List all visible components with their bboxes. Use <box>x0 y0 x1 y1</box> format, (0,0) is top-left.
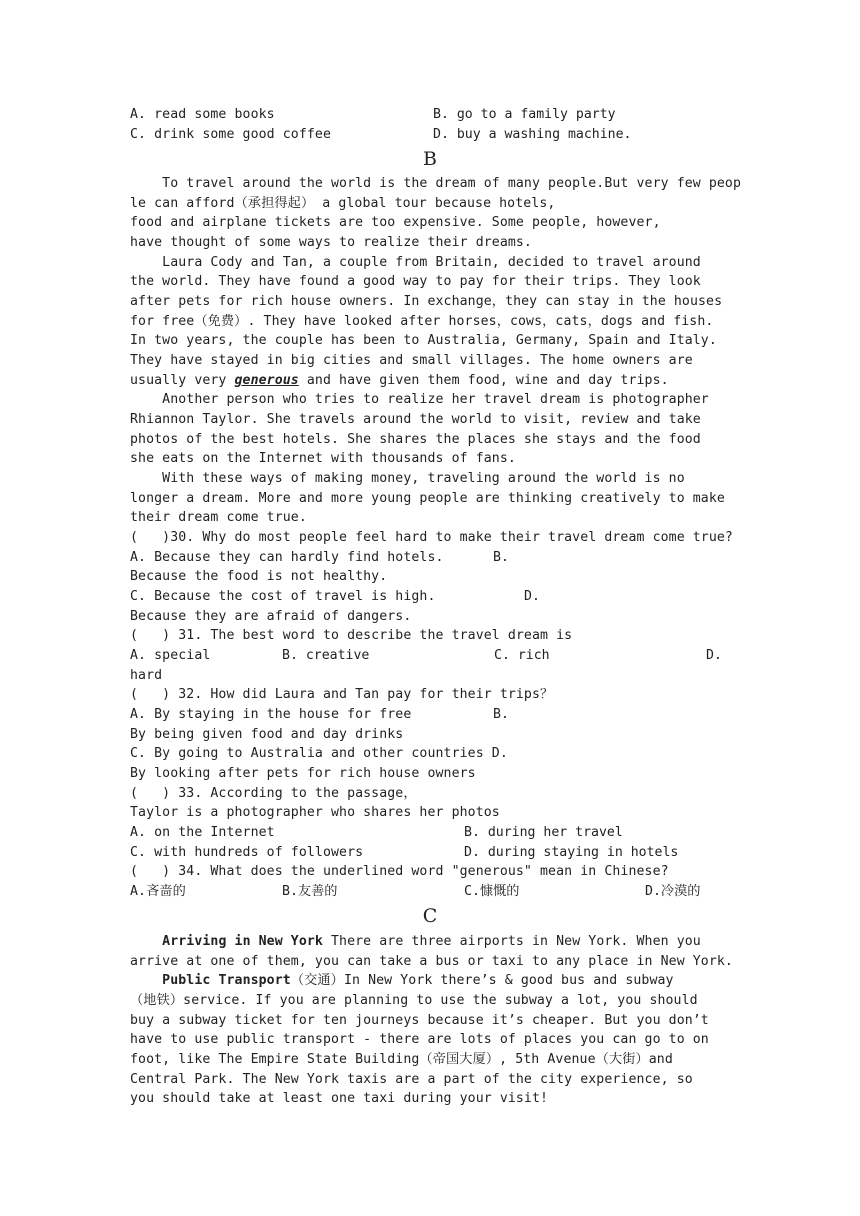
q31-option-a: A. special <box>130 648 211 663</box>
q34-option-c: C.慷慨的 <box>464 884 520 899</box>
q32-option-a: A. By staying in the house for free <box>130 707 412 722</box>
q32-option-b-label: B. <box>493 707 509 722</box>
option-a: A. read some books <box>130 107 275 122</box>
passage-line: Another person who tries to realize her travel dream is photographer <box>130 392 709 407</box>
text-run: usually very <box>130 373 235 388</box>
q32-option-d: By looking after pets for rich house owners <box>130 766 476 781</box>
question-31: ( ) 31. The best word to describe the travel dream is <box>130 628 573 643</box>
passage-line: you should take at least one taxi during your visit! <box>130 1091 549 1106</box>
passage-line: buy a subway ticket for ten journeys because it’s cheaper. But you don’t <box>130 1013 709 1028</box>
passage-line: Rhiannon Taylor. She travels around the world to visit, review and take <box>130 412 701 427</box>
q31-option-c: C. rich <box>494 648 550 663</box>
question-30: ( )30. Why do most people feel hard to make their travel dream come true? <box>130 530 733 545</box>
q33-option-d: D. during staying in hotels <box>464 845 679 860</box>
passage-line <box>130 971 674 991</box>
q34-option-b: B.友善的 <box>282 884 338 899</box>
q33-option-a: A. on the Internet <box>130 825 275 840</box>
passage-line: Laura Cody and Tan, a couple from Britain, decided to travel around <box>130 255 701 270</box>
passage-line: the world. They have found a good way to pay for their trips. They look <box>130 274 701 289</box>
q30-option-d-label: D. <box>524 589 540 604</box>
q32-option-c: C. By going to Australia and other countries D. <box>130 746 508 761</box>
q33-option-c: C. with hundreds of followers <box>130 845 364 860</box>
q30-option-b: Because the food is not healthy. <box>130 569 388 584</box>
section-c-heading: C <box>422 905 438 927</box>
passage-line: They have stayed in big cities and small villages. The home owners are <box>130 353 693 368</box>
q31-option-d: hard <box>130 668 163 683</box>
question-33: ( ) 33. According to the passage， <box>130 786 417 801</box>
passage-line: have to use public transport - there are lots of places you can go to on <box>130 1032 709 1047</box>
passage-line: she eats on the Internet with thousands of fans. <box>130 451 516 466</box>
passage-line: With these ways of making money, traveling around the world is no <box>130 471 685 486</box>
question-32: ( ) 32. How did Laura and Tan pay for their trips？ <box>130 687 554 702</box>
passage-line: foot, like The Empire State Building（帝国大厦）, 5th Avenue（大街）and <box>130 1052 673 1067</box>
q30-option-a: A. Because they can hardly find hotels. <box>130 550 444 565</box>
q30-option-b-label: B. <box>493 550 509 565</box>
section-b-heading: B <box>423 148 437 170</box>
passage-line: （地铁）service. If you are planning to use the subway a lot, you should <box>130 993 698 1008</box>
text-run: （交通）In New York there’s & good bus and subway <box>290 973 674 988</box>
passage-line: have thought of some ways to realize their dreams. <box>130 235 532 250</box>
passage-line: Central Park. The New York taxis are a part of the city experience, so <box>130 1072 693 1087</box>
underlined-word-generous: generous <box>234 373 299 388</box>
q33-option-b: B. during her travel <box>464 825 623 840</box>
option-b: B. go to a family party <box>433 107 616 122</box>
option-d: D. buy a washing machine. <box>433 127 632 142</box>
passage-line: To travel around the world is the dream of many people.But very few peop <box>130 176 742 191</box>
passage-line: for free（免费）. They have looked after horses，cows，cats，dogs and fish. <box>130 314 714 329</box>
passage-line-generous <box>130 371 669 391</box>
passage-line <box>130 932 701 952</box>
question-34: ( ) 34. What does the underlined word "generous" mean in Chinese? <box>130 864 669 879</box>
passage-line: In two years, the couple has been to Australia, Germany, Spain and Italy. <box>130 333 717 348</box>
passage-line: food and airplane tickets are too expensive. Some people, however, <box>130 215 661 230</box>
option-c: C. drink some good coffee <box>130 127 331 142</box>
text-run: and have given them food, wine and day trips. <box>298 373 669 388</box>
passage-line: their dream come true. <box>130 510 307 525</box>
text-run: There are three airports in New York. When you <box>322 934 701 949</box>
q30-option-c: C. Because the cost of travel is high. <box>130 589 436 604</box>
question-33-cont: Taylor is a photographer who shares her photos <box>130 805 500 820</box>
q34-option-d: D.冷漠的 <box>645 884 701 899</box>
passage-line: after pets for rich house owners. In exchange，they can stay in the houses <box>130 294 723 309</box>
q32-option-b: By being given food and day drinks <box>130 727 404 742</box>
passage-line: arrive at one of them, you can take a bus or taxi to any place in New York. <box>130 954 733 969</box>
section-title-arriving: Arriving in New York <box>162 934 323 949</box>
section-title-public-transport: Public Transport <box>162 973 291 988</box>
passage-line: photos of the best hotels. She shares the places she stays and the food <box>130 432 701 447</box>
q31-option-d-label: D. <box>706 648 722 663</box>
q34-option-a: A.吝啬的 <box>130 884 186 899</box>
passage-line: longer a dream. More and more young people are thinking creatively to make <box>130 491 725 506</box>
q30-option-d: Because they are afraid of dangers. <box>130 609 412 624</box>
passage-line: le can afford（承担得起） a global tour because hotels, <box>130 196 556 211</box>
q31-option-b: B. creative <box>282 648 370 663</box>
